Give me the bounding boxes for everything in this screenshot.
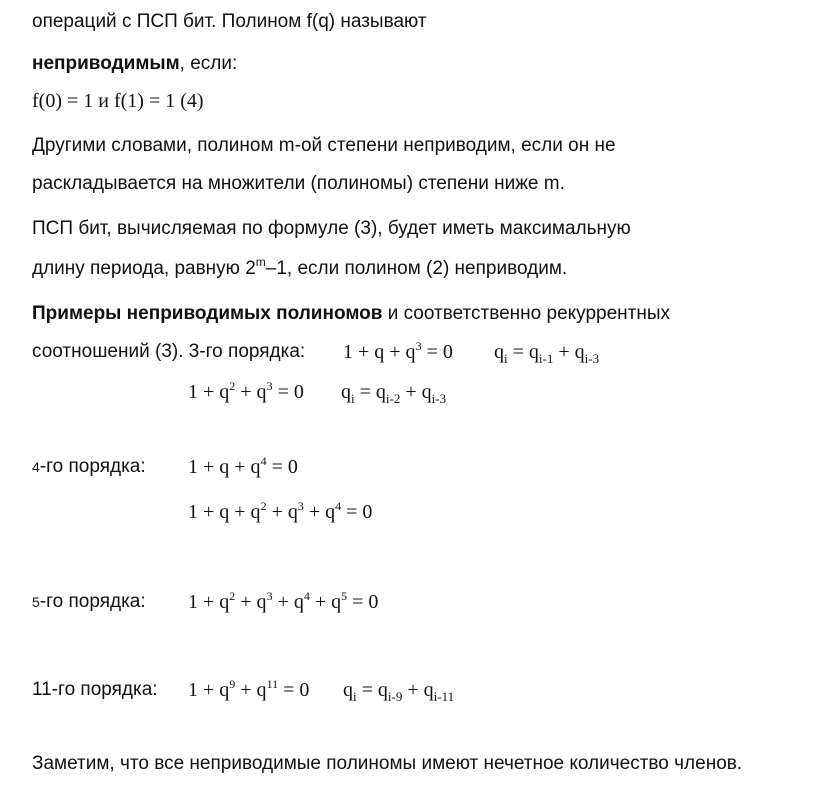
recurrence-3a: $q_i = q_{i-1} + q_{i-3}$ [494, 341, 600, 366]
text-line-9: соотношений (3). 3-го порядка: [32, 341, 306, 362]
term-examples: Примеры неприводимых полиномов [32, 303, 383, 324]
text-line-7: длину периода, равную 2$^m$–1, если полином (2) неприводим. [32, 255, 568, 279]
order-5-label: 5-го порядка: [32, 591, 146, 612]
poly-4b: $1 + q + q^2 + q^3 + q^4 = 0$ [188, 499, 373, 523]
text-line-4: Другими словами, полином m-ой степени неприводим, если он не [32, 135, 616, 156]
text-line-1: операций с ПСП бит. Полином f(q) называют [32, 11, 427, 32]
text-line-last: Заметим, что все неприводимые полиномы имеют нечетное количество членов. [32, 753, 743, 774]
poly-5: $1 + q^2 + q^3 + q^4 + q^5 = 0$ [188, 589, 379, 613]
poly-11: $1 + q^9 + q^{11} = 0$ [188, 677, 310, 701]
text-line-8: Примеры неприводимых полиномов и соответственно рекуррентных [32, 303, 671, 324]
poly-3b: $1 + q^2 + q^3 = 0$ [188, 379, 304, 403]
poly-4a: $1 + q + q^4 = 0$ [188, 454, 298, 478]
formula-4: f(0) = 1 и f(1) = 1 (4) [32, 90, 204, 112]
text-line-2: неприводимым, если: [32, 53, 238, 74]
order-11-label: 11-го порядка: [32, 679, 158, 700]
text-line-6: ПСП бит, вычисляемая по формуле (3), будет иметь максимальную [32, 218, 631, 239]
recurrence-11: $q_i = q_{i-9} + q_{i-11}$ [343, 679, 455, 704]
recurrence-3b: $q_i = q_{i-2} + q_{i-3}$ [341, 381, 447, 406]
poly-3a: $1 + q + q^3 = 0$ [343, 339, 453, 363]
order-4-label: 4-го порядка: [32, 456, 146, 477]
term-irreducible: неприводимым [32, 53, 180, 74]
text-line-5: раскладывается на множители (полиномы) степени ниже m. [32, 173, 565, 194]
